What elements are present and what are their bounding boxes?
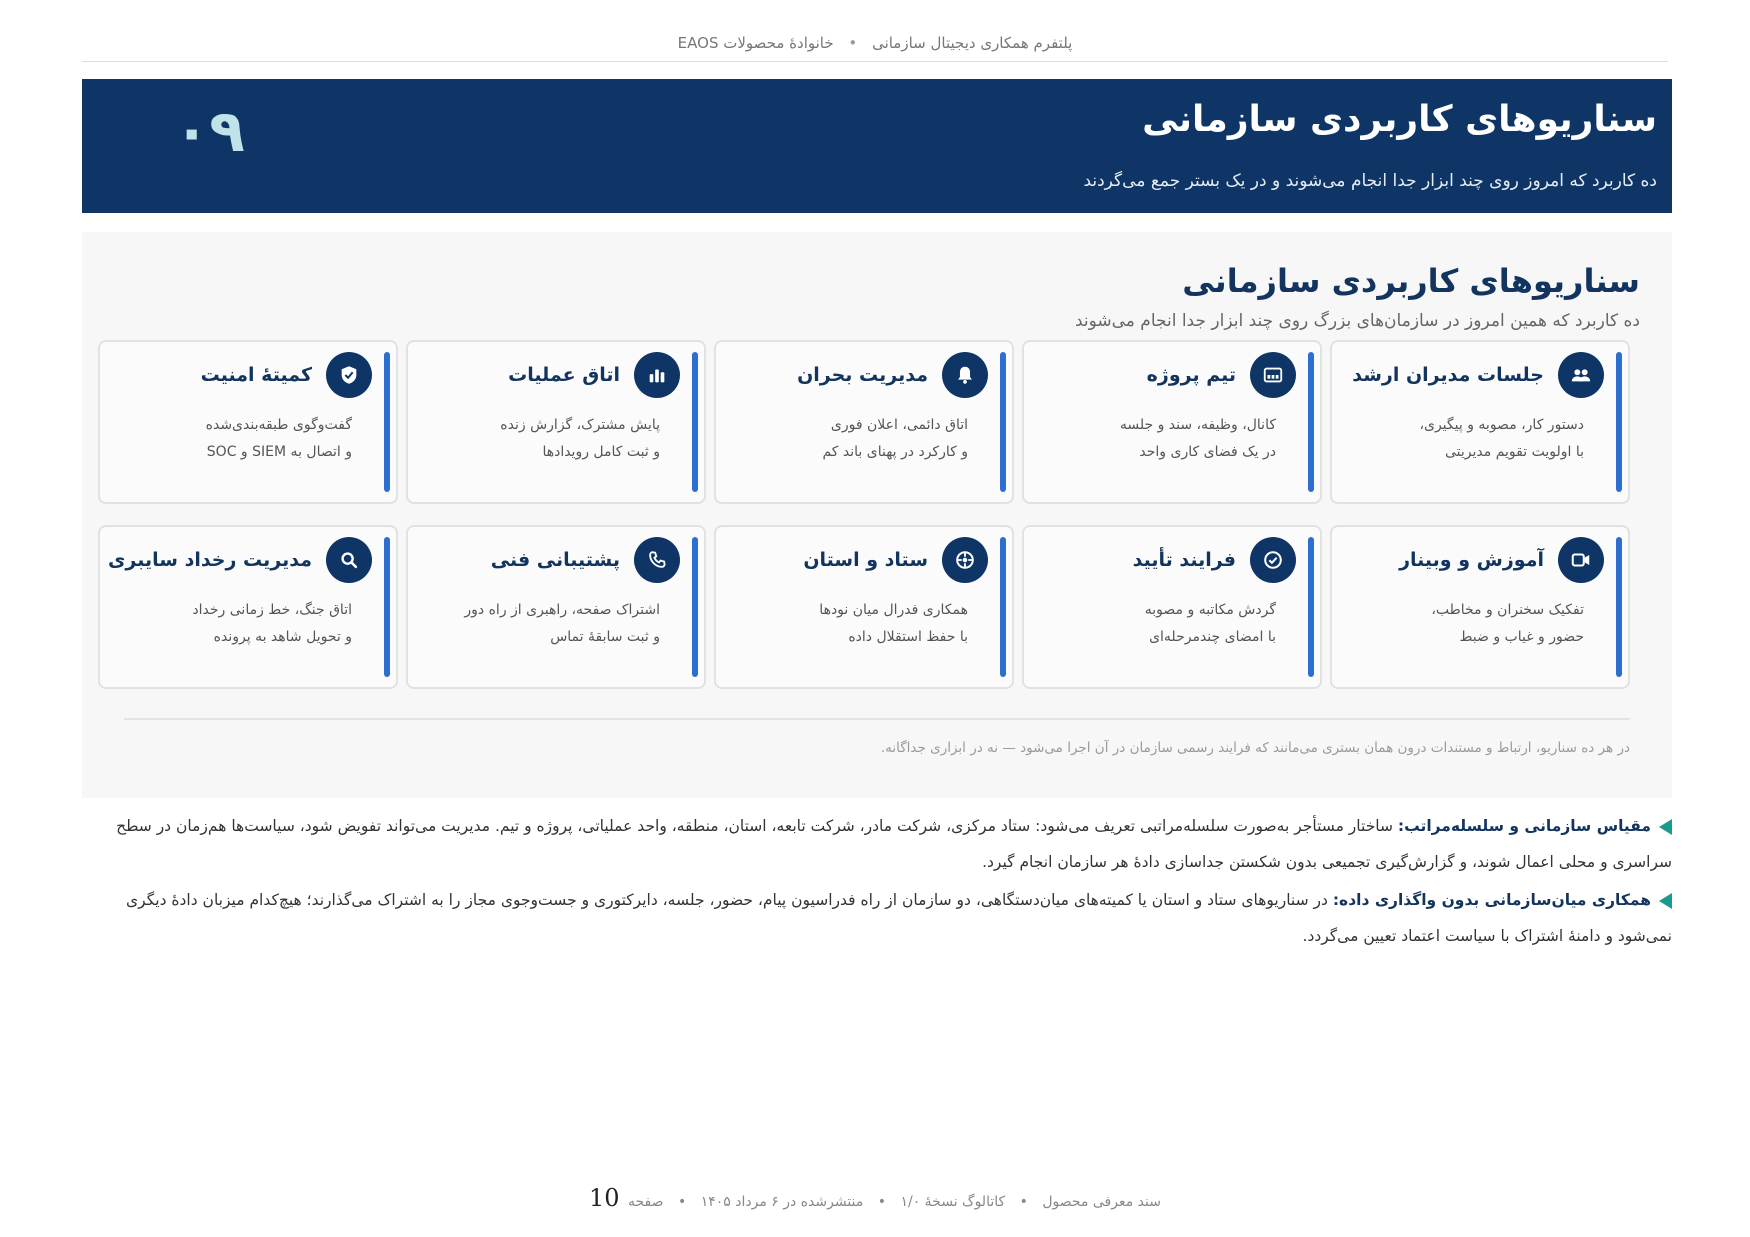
footer-published: منتشرشده در ۶ مرداد ۱۴۰۵ <box>700 1194 864 1210</box>
scenario-card-operations-room <box>406 340 706 504</box>
header-platform: پلتفرم همکاری دیجیتال سازمانی <box>872 34 1073 52</box>
card-desc-line: و اتصال به SIEM و SOC <box>206 444 352 460</box>
card-description <box>819 597 968 651</box>
card-desc-line: و تحویل شاهد به پرونده <box>213 629 352 645</box>
footer-doc: سند معرفی محصول <box>1042 1194 1161 1210</box>
card-description <box>1145 597 1276 651</box>
card-accent-bar <box>1308 537 1314 677</box>
card-title: تیم پروژه <box>1146 364 1236 386</box>
card-description <box>1120 412 1276 466</box>
scenario-card-executive-meetings <box>1330 340 1630 504</box>
running-header <box>82 24 1668 62</box>
scenario-card-security-committee <box>98 340 398 504</box>
scenario-card-training-webinar <box>1330 525 1630 689</box>
scenario-card-project-team <box>1022 340 1322 504</box>
scenario-card-crisis-management <box>714 340 1014 504</box>
banner-title: سناریوهای کاربردی سازمانی <box>1142 99 1657 140</box>
card-desc-line: با امضای چندمرحله‌ای <box>1149 629 1276 645</box>
triangle-bullet-icon <box>1659 893 1672 909</box>
panel-footnote: در هر ده سناریو، ارتباط و مستندات درون همان بستری می‌مانند که فرایند رسمی سازمان در آن اجرا می‌شود — نه در ابزاری جداگانه. <box>880 740 1630 756</box>
card-title: مدیریت بحران <box>797 364 928 386</box>
panel-divider <box>124 718 1630 720</box>
card-desc-line: اشتراک صفحه، راهبری از راه دور <box>464 602 660 618</box>
footer-catalog: کاتالوگ نسخهٔ ۱/۰ <box>900 1194 1006 1210</box>
card-desc-line: گردش مکاتبه و مصوبه <box>1144 602 1276 618</box>
scenarios-panel <box>82 232 1672 798</box>
card-desc-line: همکاری فدرال میان نودها <box>819 602 968 618</box>
card-title: ستاد و استان <box>803 549 928 571</box>
card-desc-line: گفت‌وگوی طبقه‌بندی‌شده <box>205 417 352 433</box>
card-description <box>500 412 660 466</box>
card-desc-line: اتاق جنگ، خط زمانی رخداد <box>192 602 352 618</box>
banner-subtitle: ده کاربرد که امروز روی چند ابزار جدا انجام می‌شوند و در یک بستر جمع می‌گردند <box>1083 171 1657 191</box>
federation-icon <box>942 537 988 583</box>
card-description <box>1431 597 1584 651</box>
card-desc-line: تفکیک سخنران و مخاطب، <box>1431 602 1584 618</box>
bullet-text: در سناریوهای ستاد و استان یا کمیته‌های میان‌دستگاهی، دو سازمان از راه فدراسیون پیام، حضور، جلسه، دایرکتوری و جست‌وجوی مجاز را به اشتراک می‌گذارند؛ هیچ‌کدام میزبان دادهٔ دیگری نمی‌شود و دامنهٔ اشتراک با سیاست اعتماد تعیین می‌گردد. <box>126 891 1672 945</box>
triangle-bullet-icon <box>1659 819 1672 835</box>
phone-icon <box>634 537 680 583</box>
bullet-text: ساختار مستأجر به‌صورت سلسله‌مراتبی تعریف می‌شود: ستاد مرکزی، شرکت مادر، شرکت تابعه، استان، منطقه، واحد عملیاتی، پروژه و تیم. مدیریت می‌تواند تفویض شود، سیاست‌ها هم‌زمان در سطح سراسری و محلی اعمال شوند، و گزارش‌گیری تجمیعی بدون شکستن جداسازی دادهٔ هر سازمان انجام گیرد. <box>116 817 1672 871</box>
card-title: آموزش و وبینار <box>1399 549 1544 571</box>
card-desc-line: اتاق دائمی، اعلان فوری <box>830 417 968 433</box>
card-accent-bar <box>1000 537 1006 677</box>
board-icon <box>1250 352 1296 398</box>
video-icon <box>1558 537 1604 583</box>
bullet-heading: مقیاس سازمانی و سلسله‌مراتب: <box>1397 817 1651 835</box>
footer-separator: • <box>1019 1194 1028 1210</box>
card-accent-bar <box>692 537 698 677</box>
scenario-card-cyber-incident <box>98 525 398 689</box>
card-desc-line: با حفظ استقلال داده <box>848 629 968 645</box>
page-number: 10 <box>589 1184 620 1212</box>
card-description <box>822 412 968 466</box>
card-desc-line: دستور کار، مصوبه و پیگیری، <box>1419 417 1584 433</box>
card-title: فرایند تأیید <box>1132 549 1236 571</box>
header-family: خانوادهٔ محصولات EAOS <box>677 34 834 52</box>
card-title: اتاق عملیات <box>508 364 620 386</box>
bullet-list <box>82 808 1672 956</box>
card-description <box>464 597 660 651</box>
card-title: پشتیبانی فنی <box>490 549 620 571</box>
bullet-item <box>82 882 1672 954</box>
bullet-item <box>82 808 1672 880</box>
card-desc-line: در یک فضای کاری واحد <box>1139 444 1276 460</box>
scenario-card-hq-province <box>714 525 1014 689</box>
shield-icon <box>326 352 372 398</box>
card-desc-line: کانال، وظیفه، سند و جلسه <box>1119 417 1276 433</box>
header-separator: • <box>848 34 858 52</box>
card-accent-bar <box>692 352 698 492</box>
card-description <box>1419 412 1584 466</box>
card-accent-bar <box>384 352 390 492</box>
footer-page-label: صفحه <box>628 1194 664 1210</box>
page-footer <box>0 1184 1750 1212</box>
footer-separator: • <box>877 1194 886 1210</box>
card-desc-line: و ثبت سابقهٔ تماس <box>550 629 660 645</box>
card-title: کمیتهٔ امنیت <box>200 364 312 386</box>
card-title: مدیریت رخداد سایبری <box>108 549 312 571</box>
section-number: ۰۹ <box>174 97 245 165</box>
footer-separator: • <box>677 1194 687 1210</box>
card-desc-line: با اولویت تقویم مدیریتی <box>1445 444 1584 460</box>
bullet-heading: همکاری میان‌سازمانی بدون واگذاری داده: <box>1332 891 1651 909</box>
search-icon <box>326 537 372 583</box>
bell-icon <box>942 352 988 398</box>
group-icon <box>1558 352 1604 398</box>
card-desc-line: و کارکرد در پهنای باند کم <box>822 444 968 460</box>
panel-title: سناریوهای کاربردی سازمانی <box>1182 262 1640 300</box>
card-description <box>206 412 352 466</box>
card-desc-line: و ثبت کامل رویدادها <box>542 444 660 460</box>
card-title: جلسات مدیران ارشد <box>1352 364 1544 386</box>
chart-icon <box>634 352 680 398</box>
panel-subtitle: ده کاربرد که همین امروز در سازمان‌های بزرگ روی چند ابزار جدا انجام می‌شوند <box>1074 311 1640 331</box>
check-icon <box>1250 537 1296 583</box>
card-accent-bar <box>1616 537 1622 677</box>
card-desc-line: حضور و غیاب و ضبط <box>1459 629 1584 645</box>
card-accent-bar <box>384 537 390 677</box>
card-description <box>192 597 352 651</box>
card-accent-bar <box>1000 352 1006 492</box>
scenario-card-approval-process <box>1022 525 1322 689</box>
card-accent-bar <box>1616 352 1622 492</box>
card-accent-bar <box>1308 352 1314 492</box>
section-banner <box>82 79 1672 213</box>
card-desc-line: پایش مشترک، گزارش زنده <box>500 417 660 433</box>
scenario-card-technical-support <box>406 525 706 689</box>
